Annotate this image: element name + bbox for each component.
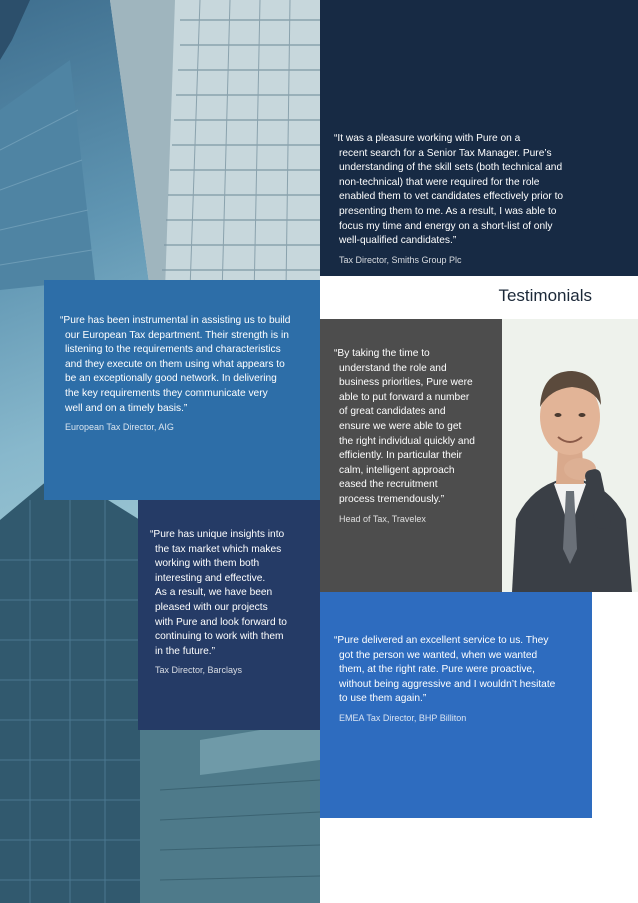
quote-line: pleased with our projects [155,601,268,613]
quote-line: ensure we were able to get [339,420,462,432]
testimonial-quote [334,634,588,707]
quote-line: focus my time and energy on a short-list of only [339,220,553,232]
testimonial-quote [334,132,624,249]
quote-line: the key requirements they communicate very [65,387,268,399]
quote-line: non-technical) that were required for the role [339,176,540,188]
testimonial-card-travelex [320,319,502,592]
testimonial-quote [150,528,316,659]
quote-line: understanding of the skill sets (both technical and [339,162,563,174]
testimonial-content [334,634,588,723]
quote-line: well and on a timely basis.” [65,402,188,414]
quote-line: presenting them to me. As a result, I was able to [339,205,557,217]
quote-line: got the person we wanted, when we wanted [339,649,538,661]
portrait-illustration [502,319,638,592]
businessman-portrait-photo [502,319,638,592]
quote-line: our European Tax department. Their strength is in [65,329,289,341]
quote-line: eased the recruitment [339,479,438,491]
quote-line: able to put forward a number [339,391,470,403]
testimonial-card-aig [44,280,320,500]
quote-line: them, at the right rate. Pure were proactive, [339,664,535,676]
quote-line: “By taking the time to [334,348,430,359]
quote-line: without being aggressive and I wouldn’t hesitate [339,678,556,690]
quote-line: understand the role and [339,362,447,374]
quote-line: well-qualified candidates.” [339,235,457,247]
quote-line: the right individual quickly and [339,435,475,447]
testimonial-quote [334,347,498,508]
testimonial-content [334,132,624,265]
quote-line: process tremendously.” [339,493,445,505]
testimonial-card-bhp [320,592,592,818]
quote-line: and they execute on them using what appears to [65,358,285,370]
quote-line: working with them both [155,558,260,570]
testimonial-card-smiths [320,0,638,276]
testimonial-card-barclays [138,500,320,730]
quote-line: recent search for a Senior Tax Manager. Pure’s [339,147,552,159]
testimonial-content [150,528,316,675]
testimonial-attribution: Tax Director, Barclays [155,665,243,676]
quote-line: listening to the requirements and characteristics [65,344,281,356]
quote-line: of great candidates and [339,406,446,418]
testimonial-quote [60,314,316,416]
testimonial-attribution: EMEA Tax Director, BHP Billiton [339,712,467,723]
testimonial-attribution: Tax Director, Smiths Group Plc [339,254,462,265]
quote-line: the tax market which makes [155,543,282,555]
quote-line: be an exceptionally good network. In delivering [65,373,277,385]
quote-line: enabled them to vet candidates effectively prior to [339,191,564,203]
quote-line: calm, intelligent approach [339,464,455,476]
page-title: Testimonials [498,286,592,305]
quote-line: continuing to work with them [155,631,284,643]
quote-line: to use them again.” [339,693,427,705]
quote-line: As a result, we have been [155,587,273,599]
quote-line: “It was a pleasure working with Pure on a [334,133,521,144]
quote-line: with Pure and look forward to [155,616,287,628]
quote-line: business priorities, Pure were [339,377,473,389]
testimonial-attribution: Head of Tax, Travelex [339,513,426,524]
quote-line: efficiently. In particular their [339,450,463,462]
quote-line: “Pure delivered an excellent service to us. They [334,635,549,646]
quote-line: “Pure has been instrumental in assisting us to build [60,315,291,326]
testimonial-content [60,314,316,432]
quote-line: interesting and effective. [155,572,266,584]
quote-line: “Pure has unique insights into [150,529,285,540]
testimonial-content [334,347,498,524]
quote-line: in the future.” [155,645,216,657]
testimonial-attribution: European Tax Director, AIG [65,422,174,433]
